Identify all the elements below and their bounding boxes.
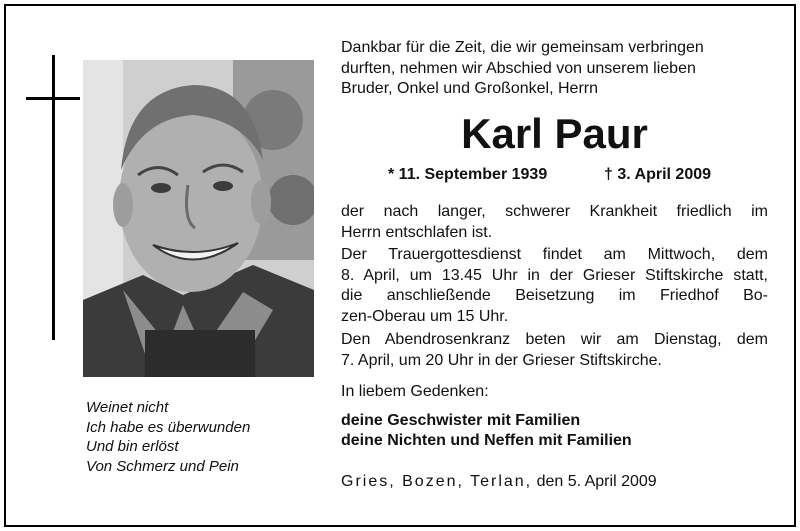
mourner-line: deine Geschwister mit Familien <box>341 412 581 429</box>
poem-line: Und bin erlöst <box>86 438 179 455</box>
paragraph-line: 8. April, um 13.45 Uhr in der Grieser Stiftskirche statt, <box>341 266 768 284</box>
paragraph-line: Den Abendrosenkranz beten wir am Dienstag, dem <box>341 331 768 348</box>
deceased-name: Karl Paur <box>461 110 648 157</box>
cross-horizontal-bar <box>26 97 80 100</box>
poem <box>86 398 250 476</box>
footer-date: den 5. April 2009 <box>536 473 657 490</box>
poem-line: Von Schmerz und Pein <box>86 457 239 475</box>
paragraph-line: die anschließende Beisetzung im Friedhof Bo- <box>341 287 768 304</box>
paragraph-line: Herrn entschlafen ist. <box>341 223 493 241</box>
passing-paragraph <box>341 202 768 243</box>
in-memory-heading: In liebem Gedenken: <box>341 383 489 400</box>
place-date-footer <box>341 473 657 491</box>
rosary-paragraph <box>341 330 768 371</box>
paragraph-line: 7. April, um 20 Uhr in der Grieser Stiftskirche. <box>341 351 662 369</box>
paragraph-line: Der Trauergottesdienst findet am Mittwoch, dem <box>341 246 768 263</box>
death-date: † 3. April 2009 <box>604 166 712 183</box>
poem-line: Weinet nicht <box>86 399 169 416</box>
mourners-list <box>341 411 632 451</box>
intro-line: Bruder, Onkel und Großonkel, Herrn <box>341 80 599 97</box>
portrait-photo <box>83 60 314 377</box>
portrait-illustration <box>83 60 314 377</box>
birth-date: * 11. September 1939 <box>388 166 548 183</box>
mourner-line: deine Nichten und Neffen mit Familien <box>341 432 632 449</box>
paragraph-line: zen-Oberau um 15 Uhr. <box>341 307 509 325</box>
funeral-service-paragraph <box>341 245 768 327</box>
intro-text <box>341 38 768 100</box>
paragraph-line: der nach langer, schwerer Krankheit friedlich im <box>341 203 768 220</box>
footer-places: Gries, Bozen, Terlan, <box>341 473 533 490</box>
poem-line: Ich habe es überwunden <box>86 418 251 436</box>
intro-line: durften, nehmen wir Abschied von unserem lieben <box>341 59 696 77</box>
intro-line: Dankbar für die Zeit, die wir gemeinsam verbringen <box>341 39 704 56</box>
